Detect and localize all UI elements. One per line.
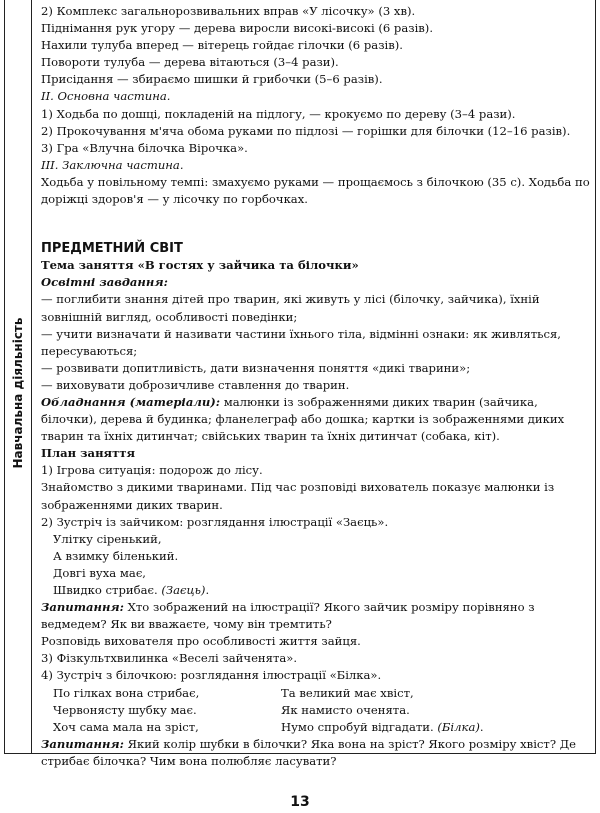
main-line: 1) Ходьба по дошці, покладеній на підлогу, — крокуємо по дереву (3–4 рази). <box>41 106 516 121</box>
question-label: Запитання: <box>41 736 124 751</box>
main-line: 3) Гра «Влучна білочка Вірочка». <box>41 140 248 155</box>
equipment-paragraph <box>41 394 593 445</box>
intro-paragraph: Знайомство з дикими тваринами. Під час розповіді вихователь показує малюнки із зображеннями диких тварин. <box>41 480 555 512</box>
exercise-line: Присідання — збираємо шишки й грибочки (5–6 разів). <box>41 72 383 87</box>
poem-line-last <box>53 582 593 599</box>
plan-title: План заняття <box>41 446 136 461</box>
goal-item: — виховувати доброзичливе ставлення до тварин. <box>41 377 350 392</box>
riddle-end: . <box>205 583 210 597</box>
plan-step-3: 3) Фізкультхвилинка «Веселі зайченята». <box>41 651 298 666</box>
equipment-label: Обладнання (матеріали): <box>41 394 221 409</box>
exercise-line: Повороти тулуба — дерева вітаються (3–4 рази). <box>41 55 339 70</box>
main-line: 2) Прокочування м'яча обома руками по підлозі — горішки для білочки (12–16 разів). <box>41 123 571 138</box>
poem-row <box>41 719 593 736</box>
side-column <box>5 0 32 753</box>
poem-left: Хоч сама мала на зріст, <box>53 719 199 734</box>
poem-left: По гілках вона стрибає, <box>53 685 200 700</box>
riddle-end: . <box>479 719 484 734</box>
section-main-title: II. Основна частина. <box>41 89 171 104</box>
riddle-squirrel <box>41 685 593 736</box>
content-area <box>41 3 593 770</box>
exercise-complex: 2) Комплекс загальнорозвивальних вправ «У лісочку» (3 хв). <box>41 4 416 18</box>
poem-row <box>41 702 593 719</box>
poem-line: Швидко стрибає. <box>53 583 158 597</box>
goal-item: — поглибити знання дітей про тварин, які живуть у лісі (білочку, зайчика), їхній зовнішній вигляд, особливості поведінки; <box>41 292 540 324</box>
page-number: 13 <box>290 794 310 810</box>
poem-left: Червонясту шубку має. <box>53 702 197 717</box>
riddle-answer: (Заєць) <box>161 583 206 597</box>
riddle-answer: (Білка) <box>437 719 480 734</box>
goal-item: — учити визначати й називати частини їхнього тіла, відмінні ознаки: як живляться, пересуваються; <box>41 326 561 358</box>
question-1 <box>41 599 593 633</box>
goal-item: — розвивати допитливість, дати визначення поняття «дикі тварини»; <box>41 360 471 375</box>
question-2 <box>41 736 593 770</box>
exercise-line: Нахили тулуба вперед — вітерець гойдає гілочки (6 разів). <box>41 38 403 53</box>
question-text: Хто зображений на ілюстрації? Якого зайчик розміру порівняно з ведмедем? Як ви вважаєте, чому він тремтить? <box>41 600 535 632</box>
plan-step-4: 4) Зустріч з білочкою: розглядання ілюстрації «Білка». <box>41 668 382 683</box>
poem-row <box>41 685 593 702</box>
question-label: Запитання: <box>41 600 124 615</box>
exercise-line: Піднімання рук угору — дерева виросли високі-високі (6 разів). <box>41 21 434 36</box>
final-paragraph: Ходьба у повільному темпі: змахуємо руками — прощаємось з білочкою (35 с). Ходьба по доріжці здоров'я — у лісочку по горбочках. <box>41 174 590 207</box>
poem-right: Та великий має хвіст, <box>281 685 414 700</box>
poem-line: Довгі вуха має, <box>53 565 146 580</box>
poem-line: Улітку сіренький, <box>53 531 162 546</box>
topic-text: «В гостях у зайчика та білочки» <box>133 258 359 273</box>
topic-label: Тема заняття <box>41 258 134 273</box>
side-label: Навчальна діяльність <box>11 317 25 469</box>
goals-title: Освітні завдання: <box>41 275 168 290</box>
lesson-heading: ПРЕДМЕТНИЙ СВІТ <box>41 241 183 257</box>
poem-line: А взимку біленький. <box>53 548 179 563</box>
equipment-text: малюнки із зображеннями диких тварин (зайчика, білочки), дерева й будинка; фланелеграф або дошка; картки із зображеннями диких тварин та їхніх дитинчат; свійських тварин та їхніх дитинчат (собака, кіт). <box>41 394 565 444</box>
lesson-topic <box>41 257 593 274</box>
question-text: Який колір шубки в білочки? Яка вона на зріст? Якого розміру хвіст? Де стрибає білочка? Чим вона полюбляє ласувати? <box>41 736 577 768</box>
riddle-hare <box>41 531 593 599</box>
page-frame <box>4 0 596 768</box>
poem-right: Нумо спробуй відгадати. (Білка). <box>281 719 484 734</box>
plan-step-1: 1) Ігрова ситуація: подорож до лісу. <box>41 463 263 478</box>
plan-step-2: 2) Зустріч із зайчиком: розглядання ілюстрації «Заєць». <box>41 514 389 529</box>
section-final-title: III. Заключна частина. <box>41 157 184 172</box>
story-line: Розповідь вихователя про особливості життя зайця. <box>41 634 361 649</box>
poem-right: Як намисто оченята. <box>281 702 410 717</box>
